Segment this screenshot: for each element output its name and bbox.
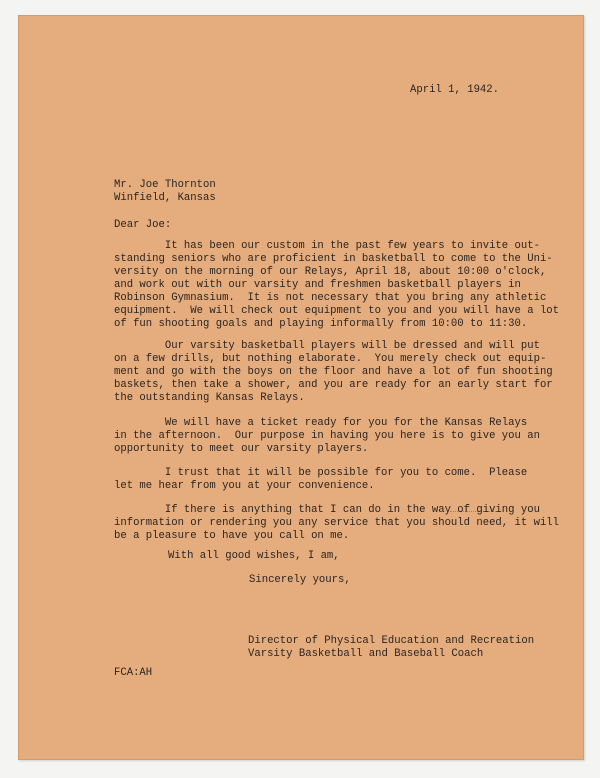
letter-sheet [18,15,584,760]
body-line: If there is anything that I can do in the way of giving you [114,504,540,516]
closing-wishes: With all good wishes, I am, [168,550,340,562]
body-line: versity on the morning of our Relays, April 18, about 10:00 o'clock, [114,266,547,278]
recipient-name: Mr. Joe Thornton [114,179,216,191]
body-line: of fun shooting goals and playing informally from 10:00 to 11:30. [114,318,528,330]
body-line: I trust that it will be possible for you to come. Please [114,467,528,479]
signature-title-1: Director of Physical Education and Recreation [248,635,535,647]
body-line: standing seniors who are proficient in basketball to come to the Uni- [114,253,553,265]
body-line: let me hear from you at your convenience. [114,480,375,492]
body-line: Our varsity basketball players will be dressed and will put [114,340,540,352]
body-line: on a few drills, but nothing elaborate. You merely check out equip- [114,353,547,365]
typist-initials: FCA:AH [114,667,153,679]
body-line: equipment. We will check out equipment to you and you will have a lot [114,305,560,317]
body-line: information or rendering you any service that you should need, it will [114,517,560,529]
body-line: baskets, then take a shower, and you are ready for an early start for [114,379,553,391]
signature-title-2: Varsity Basketball and Baseball Coach [248,648,484,660]
body-line: Robinson Gymnasium. It is not necessary that you bring any athletic [114,292,547,304]
body-line: ment and go with the boys on the floor and have a lot of fun shooting [114,366,553,378]
body-line: in the afternoon. Our purpose in having you here is to give you an [114,430,540,442]
body-line: the outstanding Kansas Relays. [114,392,305,404]
body-line: opportunity to meet our varsity players. [114,443,369,455]
complimentary-close: Sincerely yours, [249,574,351,586]
salutation: Dear Joe: [114,219,172,231]
recipient-city: Winfield, Kansas [114,192,216,204]
body-line: It has been our custom in the past few years to invite out- [114,240,540,252]
body-line: be a pleasure to have you call on me. [114,530,350,542]
ink-smudge [450,511,496,516]
body-line: and work out with our varsity and freshmen basketball players in [114,279,521,291]
body-line: We will have a ticket ready for you for the Kansas Relays [114,417,528,429]
letter-date: April 1, 1942. [410,84,500,96]
